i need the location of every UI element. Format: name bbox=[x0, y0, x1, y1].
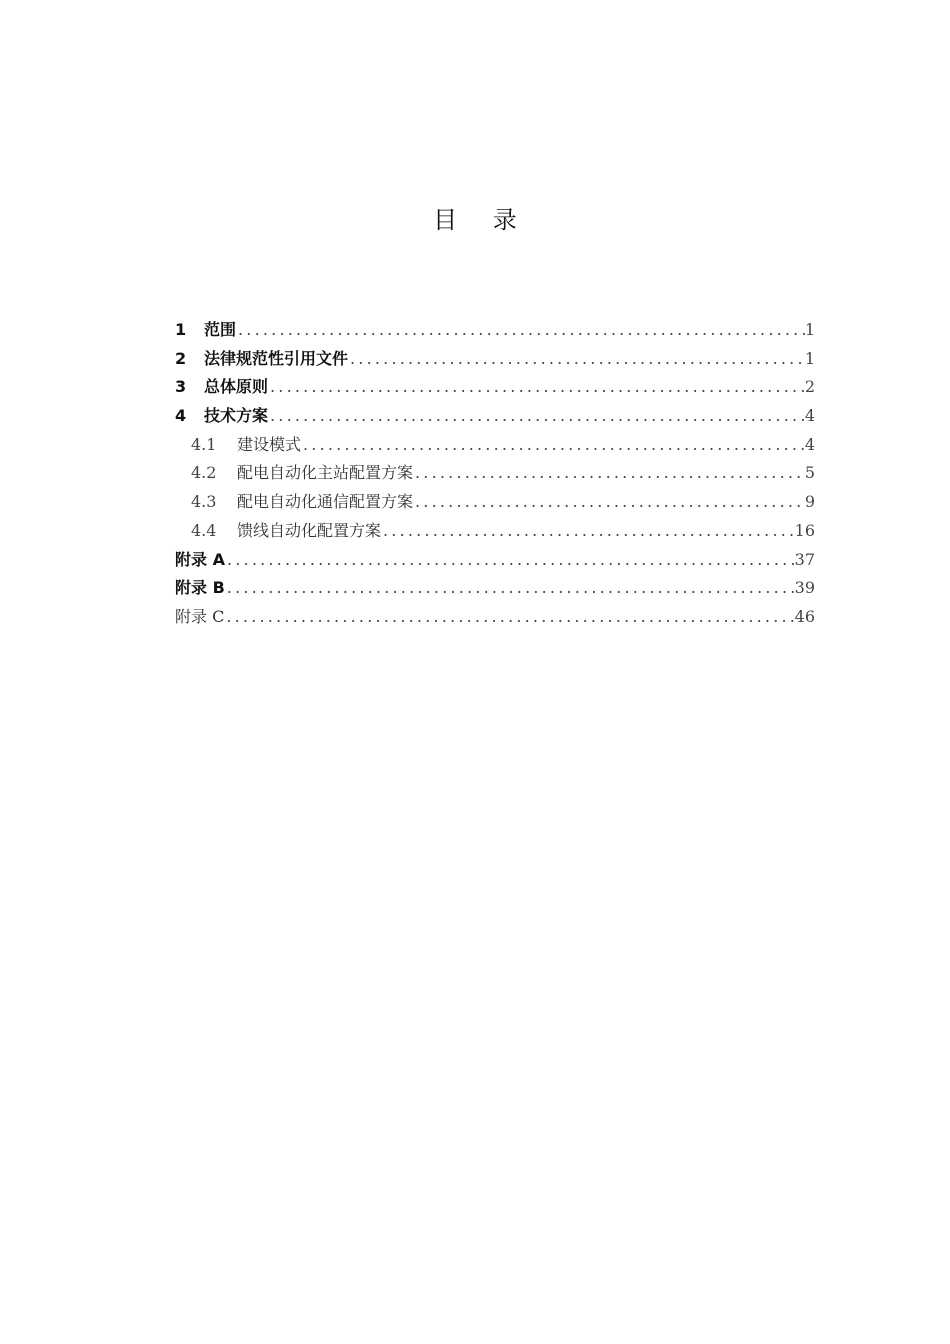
toc-page-number: 4 bbox=[804, 434, 815, 454]
toc-page-number: 16 bbox=[794, 520, 815, 540]
toc-entry-appendix-c[interactable] bbox=[175, 603, 815, 632]
toc-entry-label: 附录 B bbox=[175, 578, 225, 598]
dot-leader bbox=[268, 373, 805, 402]
toc-entry-appendix-b[interactable] bbox=[175, 574, 815, 603]
toc-entry-scope[interactable] bbox=[175, 316, 815, 345]
toc-entry-number: 2 bbox=[175, 348, 187, 368]
toc-entry-number: 4.2 bbox=[191, 463, 217, 483]
toc-entry-number: 4.1 bbox=[191, 434, 217, 454]
toc-entry-number: 4.4 bbox=[191, 520, 217, 540]
toc-entry-number: 4 bbox=[175, 406, 187, 426]
toc-entry-general-principles[interactable] bbox=[175, 373, 815, 402]
toc-page-number: 9 bbox=[804, 492, 815, 512]
toc-entry-label: 配电自动化主站配置方案 bbox=[237, 463, 414, 483]
dot-leader bbox=[224, 603, 794, 632]
toc-entry-communication-config[interactable] bbox=[175, 488, 815, 517]
toc-entry-label: 技术方案 bbox=[204, 406, 269, 426]
toc-entry-label: 附录 A bbox=[175, 549, 225, 569]
toc-entry-number: 3 bbox=[175, 377, 187, 397]
toc-entry-label: 配电自动化通信配置方案 bbox=[237, 492, 414, 512]
dot-leader bbox=[225, 574, 795, 603]
toc-page-number: 46 bbox=[794, 606, 815, 626]
dot-leader bbox=[301, 431, 805, 460]
toc-page-number: 37 bbox=[794, 549, 815, 569]
toc-page-number: 2 bbox=[804, 377, 815, 397]
dot-leader bbox=[381, 517, 795, 546]
toc-entry-technical-scheme[interactable] bbox=[175, 402, 815, 431]
toc-page-number: 1 bbox=[804, 348, 815, 368]
dot-leader bbox=[413, 459, 805, 488]
toc-list bbox=[175, 316, 815, 632]
toc-entry-normative-references[interactable] bbox=[175, 345, 815, 374]
toc-entry-label: 附录 C bbox=[175, 606, 225, 626]
toc-title: 目 录 bbox=[433, 206, 531, 234]
dot-leader bbox=[268, 402, 805, 431]
dot-leader bbox=[348, 345, 805, 374]
toc-page-number: 4 bbox=[804, 406, 815, 426]
toc-entry-label: 法律规范性引用文件 bbox=[204, 348, 349, 368]
toc-entry-feeder-automation-config[interactable] bbox=[175, 517, 815, 546]
dot-leader bbox=[236, 316, 805, 345]
toc-entry-label: 馈线自动化配置方案 bbox=[237, 520, 382, 540]
toc-page-number: 5 bbox=[804, 463, 815, 483]
toc-entry-label: 建设模式 bbox=[237, 434, 302, 454]
toc-entry-label: 总体原则 bbox=[204, 377, 269, 397]
toc-entry-number: 4.3 bbox=[191, 492, 217, 512]
toc-entry-number: 1 bbox=[175, 320, 187, 339]
toc-page-number: 1 bbox=[804, 320, 815, 339]
toc-entry-master-station-config[interactable] bbox=[175, 459, 815, 488]
toc-entry-appendix-a[interactable] bbox=[175, 546, 815, 575]
toc-entry-construction-mode[interactable] bbox=[175, 431, 815, 460]
toc-entry-label: 范围 bbox=[204, 320, 237, 339]
dot-leader bbox=[225, 546, 795, 575]
toc-page-number: 39 bbox=[794, 578, 815, 598]
dot-leader bbox=[413, 488, 805, 517]
